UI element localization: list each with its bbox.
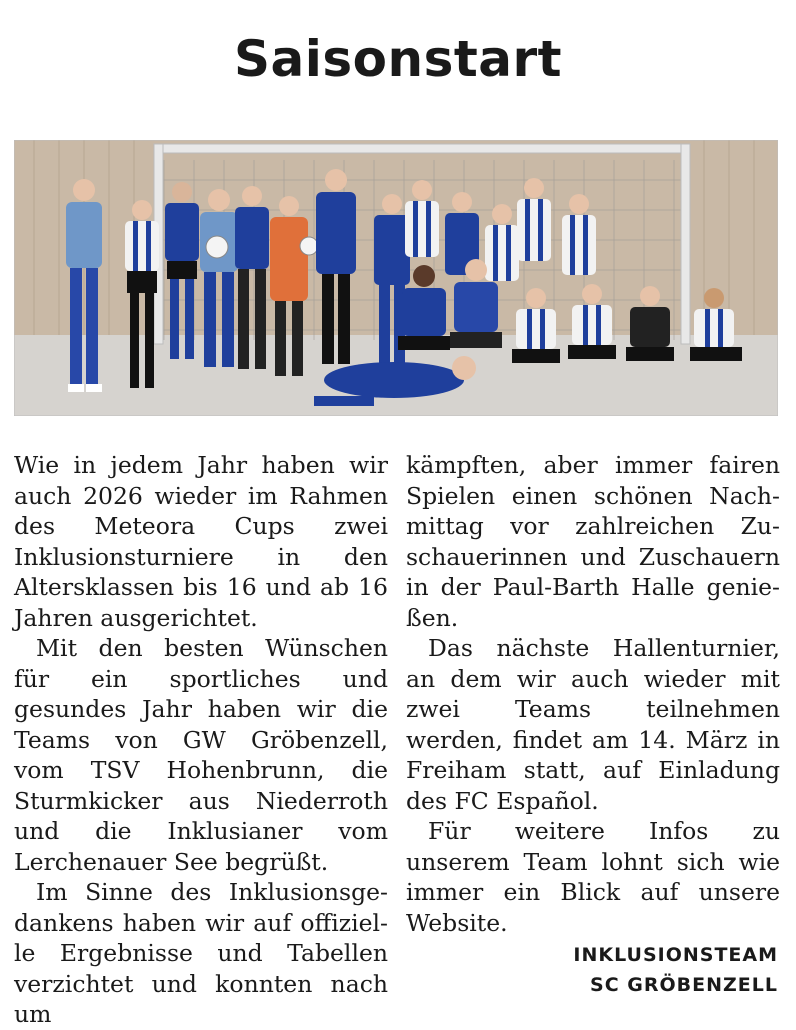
signature-club: SC GRÖBENZELL [590,974,778,996]
paragraph: Das nächste Hallenturnier, an dem wir auch wieder mit zwei Teams teilnehmen werden, findet am 14. März in Freiham statt, auf Einladung des FC Español. [406,634,780,815]
paragraph: Für weitere Infos zu unserem Team lohnt sich wie immer ein Blick auf unsere Website. [406,817,780,937]
paragraph: Mit den besten Wünschen für ein sportliches und gesundes Jahr haben wir die Teams von GW Gröbenzell, vom TSV Hohenbrunn, die Sturmkicker aus Niederroth und die Inklusianer vom Lerchenauer See begrüßt. [14,634,388,876]
team-photo [14,140,778,416]
paragraph: Wie in jedem Jahr haben wir auch 2026 wieder im Rahmen des Meteora Cups zwei Inklusionsturniere in den Altersklassen bis 16 und ab 16 Jahren ausgerichtet. [14,451,388,632]
paragraph: kämpften, aber immer fairen Spielen einen schönen Nachmittag vor zahlreichen Zuschauerinnen und Zuschauern in der Paul-Barth Halle genießen. [406,451,780,632]
headline: Saisonstart [233,30,563,88]
paragraph: Im Sinne des Inklusionsgedankens haben wir auf offizielle Ergebnisse und Tabellen verzichtet und konnten nach um [14,878,388,1028]
signature-team: INKLUSIONSTEAM [573,944,778,966]
article-column-left [14,450,388,1030]
article-column-right [406,450,780,938]
team-photo-illustration [14,140,778,416]
